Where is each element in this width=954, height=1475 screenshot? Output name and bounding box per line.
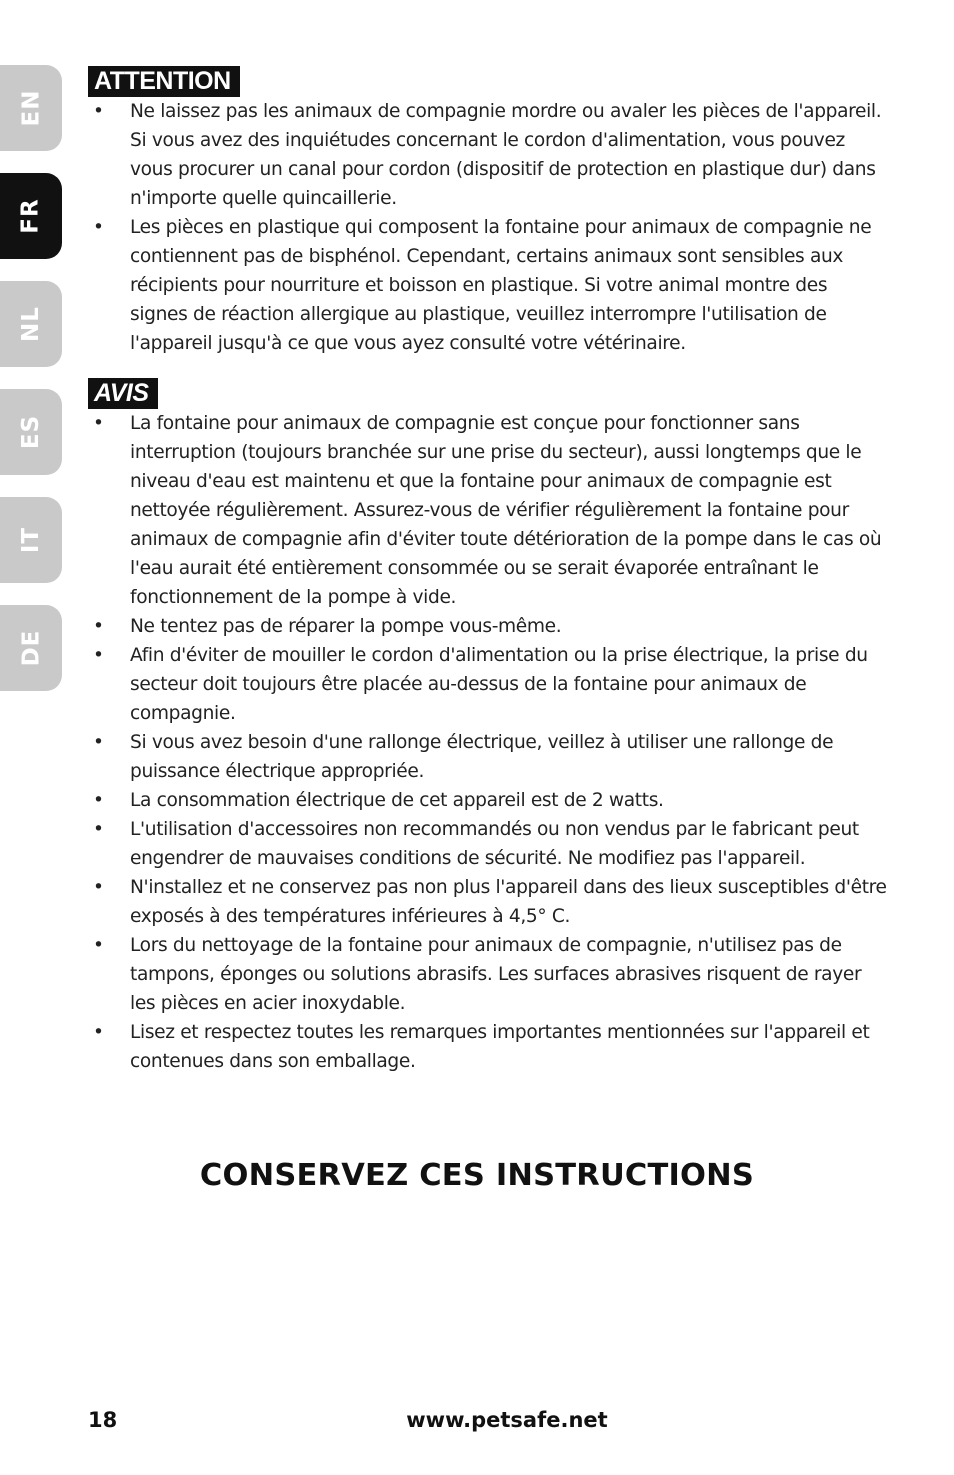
list-item: • La fontaine pour animaux de compagnie est conçue pour fonctionner sans interruption (toujours branchée sur une prise du secteur), aussi longtemps que le niveau d'eau est maintenu et que la fontaine pour animaux de compagnie est nettoyée régulièrement. Assurez-vous de vérifier régulièrement la fontaine pour animaux de compagnie afin d'éviter toute détérioration de la pompe dans le cas où l'eau aurait été entièrement consommée ou se serait évaporée entraînant le fonctionnement de la pompe à vide.: [88, 409, 888, 612]
tab-label: NL: [18, 306, 44, 342]
tab-nl[interactable]: [0, 281, 62, 367]
list-item: • Si vous avez besoin d'une rallonge électrique, veillez à utiliser une rallonge de puissance électrique appropriée.: [88, 728, 888, 786]
tab-en[interactable]: [0, 65, 62, 151]
tab-es[interactable]: [0, 389, 62, 475]
tab-label: DE: [18, 629, 44, 667]
list-item: • Lisez et respectez toutes les remarques importantes mentionnées sur l'appareil et contenues dans son emballage.: [88, 1018, 888, 1076]
attention-list: [88, 97, 888, 358]
list-item: • Ne tentez pas de réparer la pompe vous-même.: [88, 612, 888, 641]
footer-url: www.petsafe.net: [406, 1408, 608, 1432]
list-item: • Afin d'éviter de mouiller le cordon d'alimentation ou la prise électrique, la prise du secteur doit toujours être placée au-dessus de la fontaine pour animaux de compagnie.: [88, 641, 888, 728]
avis-label: AVIS: [88, 378, 158, 409]
main-content: [88, 66, 888, 1076]
tab-it[interactable]: [0, 497, 62, 583]
tab-de[interactable]: [0, 605, 62, 691]
tab-label: ES: [18, 414, 44, 450]
tab-label: EN: [18, 89, 44, 127]
save-instructions-heading: CONSERVEZ CES INSTRUCTIONS: [199, 1158, 755, 1193]
avis-list: [88, 409, 888, 1076]
attention-label: ATTENTION: [88, 66, 240, 97]
page-number: 18: [88, 1408, 118, 1432]
list-item: • L'utilisation d'accessoires non recommandés ou non vendus par le fabricant peut engendrer de mauvaises conditions de sécurité. Ne modifiez pas l'appareil.: [88, 815, 888, 873]
list-item: • La consommation électrique de cet appareil est de 2 watts.: [88, 786, 888, 815]
attention-section: [88, 66, 888, 358]
tab-label: FR: [17, 198, 44, 234]
list-item: • N'installez et ne conservez pas non plus l'appareil dans des lieux susceptibles d'être exposés à des températures inférieures à 4,5° C.: [88, 873, 888, 931]
list-item: • Ne laissez pas les animaux de compagnie mordre ou avaler les pièces de l'appareil. Si vous avez des inquiétudes concernant le cordon d'alimentation, vous pouvez vous procurer un canal pour cordon (dispositif de protection en plastique dur) dans n'importe quelle quincaillerie.: [88, 97, 888, 213]
list-item: • Lors du nettoyage de la fontaine pour animaux de compagnie, n'utilisez pas de tampons, éponges ou solutions abrasifs. Les surfaces abrasives risquent de rayer les pièces en acier inoxydable.: [88, 931, 888, 1018]
list-item: • Les pièces en plastique qui composent la fontaine pour animaux de compagnie ne contiennent pas de bisphénol. Cependant, certains animaux sont sensibles aux récipients pour nourriture et boisson en plastique. Si votre animal montre des signes de réaction allergique au plastique, veuillez interrompre l'utilisation de l'appareil jusqu'à ce que vous ayez consulté votre vétérinaire.: [88, 213, 888, 358]
avis-section: [88, 378, 888, 1076]
tab-label: IT: [18, 526, 44, 554]
tab-fr[interactable]: [0, 173, 62, 259]
